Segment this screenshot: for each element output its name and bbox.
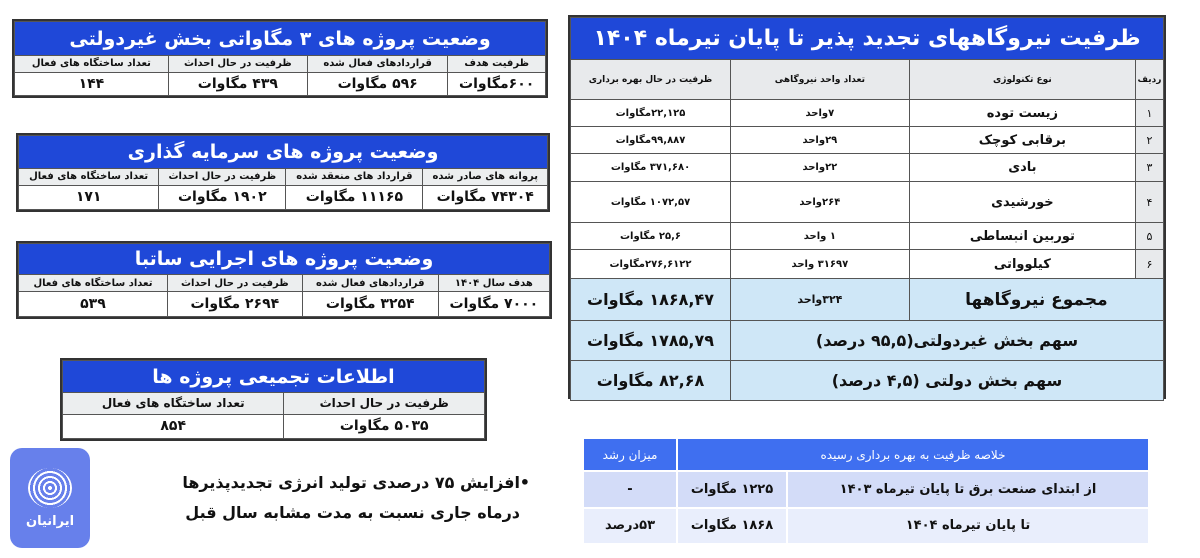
capacity-value: ۲۲,۱۲۵مگاوات	[571, 100, 731, 127]
table-row	[571, 154, 1164, 182]
row-number: ۶	[1136, 250, 1164, 279]
private-share-value: ۱۷۸۵,۷۹ مگاوات	[571, 321, 731, 361]
header: ظرفیت در حال احداث	[159, 169, 286, 186]
table-aggregate-projects	[60, 358, 487, 441]
public-share-label: سهم بخش دولتی (۴,۵ درصد)	[731, 361, 1164, 401]
row-number: ۴	[1136, 182, 1164, 223]
header: ظرفیت هدف	[448, 56, 546, 73]
header: هدف سال ۱۴۰۴	[438, 275, 549, 292]
unit-count: ۱ واحد	[731, 223, 910, 250]
table-row	[571, 127, 1164, 154]
row-number: ۳	[1136, 154, 1164, 182]
fingerprint-map-icon	[28, 468, 72, 508]
watermark-logo	[10, 448, 90, 548]
unit-count: ۳۱۶۹۷ واحد	[731, 250, 910, 279]
value: ۳۲۵۴ مگاوات	[302, 292, 438, 317]
table-renewable-capacity	[568, 15, 1166, 399]
header: ظرفیت در حال احداث	[167, 275, 302, 292]
capacity-value: ۲۵,۶ مگاوات	[571, 223, 731, 250]
table-summary	[582, 437, 1150, 545]
header: تعداد واحد نیروگاهی	[731, 60, 910, 100]
capacity-value: ۳۷۱,۶۸۰ مگاوات	[571, 154, 731, 182]
value: ۲۶۹۴ مگاوات	[167, 292, 302, 317]
header: قراردادهای فعال شده	[302, 275, 438, 292]
table-title: وضعیت پروژه های اجرایی ساتبا	[19, 244, 550, 275]
value: ۵۳۹	[19, 292, 168, 317]
header: تعداد ساختگاه های فعال	[15, 56, 169, 73]
total-label: مجموع نیروگاهها	[909, 279, 1163, 321]
header: تعداد ساختگاه های فعال	[19, 169, 159, 186]
unit-count: ۲۹واحد	[731, 127, 910, 154]
value: ۱۴۴	[15, 72, 169, 95]
table-title: وضعیت پروژه های ۳ مگاواتی بخش غیردولتی	[15, 22, 546, 56]
header: ظرفیت در حال بهره برداری	[571, 60, 731, 100]
header: ظرفیت در حال احداث	[168, 56, 307, 73]
unit-count: ۲۶۴واحد	[731, 182, 910, 223]
header: قرارداد های منعقد شده	[286, 169, 423, 186]
table-satba-projects	[16, 241, 552, 319]
row-number: ۲	[1136, 127, 1164, 154]
header: ردیف	[1136, 60, 1164, 100]
bullet-line: درماه جاری نسبت به مدت مشابه سال قبل	[185, 503, 520, 522]
technology: خورشیدی	[909, 182, 1135, 223]
public-share-value: ۸۲,۶۸ مگاوات	[571, 361, 731, 401]
summary-value: ۱۲۲۵ مگاوات	[677, 471, 787, 508]
header: ظرفیت در حال احداث	[284, 393, 485, 415]
value: ۱۹۰۲ مگاوات	[159, 185, 286, 209]
table-3mw-projects	[12, 19, 548, 98]
value: ۵۰۳۵ مگاوات	[284, 414, 485, 438]
value: ۷۰۰۰ مگاوات	[438, 292, 549, 317]
technology: بادی	[909, 154, 1135, 182]
value: ۷۴۳۰۴ مگاوات	[423, 185, 548, 209]
table-row	[571, 100, 1164, 127]
private-share-label: سهم بخش غیردولتی(۹۵,۵ درصد)	[731, 321, 1164, 361]
unit-count: ۷واحد	[731, 100, 910, 127]
table-row	[571, 223, 1164, 250]
table-title: ظرفیت نیروگاههای تجدید پذیر تا پایان تیرماه ۱۴۰۴	[571, 18, 1164, 60]
unit-count: ۲۲واحد	[731, 154, 910, 182]
summary-header: خلاصه ظرفیت به بهره برداری رسیده	[677, 438, 1149, 471]
header: نوع تکنولوژی	[909, 60, 1135, 100]
bullet-icon: •	[519, 473, 530, 492]
total-value: ۱۸۶۸,۴۷ مگاوات	[571, 279, 731, 321]
value: ۴۳۹ مگاوات	[168, 72, 307, 95]
technology: برقابی کوچک	[909, 127, 1135, 154]
header: پروانه های صادر شده	[423, 169, 548, 186]
table-title: اطلاعات تجمیعی پروژه ها	[63, 361, 485, 393]
growth-header: میزان رشد	[583, 438, 677, 471]
capacity-value: ۱۰۷۲,۵۷ مگاوات	[571, 182, 731, 223]
bullet-note	[100, 468, 530, 528]
technology: زیست توده	[909, 100, 1135, 127]
value: ۵۹۶ مگاوات	[307, 72, 447, 95]
header: تعداد ساختگاه های فعال	[19, 275, 168, 292]
total-units: ۳۲۴واحد	[731, 279, 910, 321]
header: قراردادهای فعال شده	[307, 56, 447, 73]
table-row	[571, 250, 1164, 279]
row-number: ۵	[1136, 223, 1164, 250]
value: ۸۵۴	[63, 414, 284, 438]
header: تعداد ساختگاه های فعال	[63, 393, 284, 415]
value: ۶۰۰مگاوات	[448, 72, 546, 95]
summary-label: تا پایان تیرماه ۱۴۰۴	[787, 508, 1149, 545]
technology: توربین انبساطی	[909, 223, 1135, 250]
capacity-value: ۹۹,۸۸۷مگاوات	[571, 127, 731, 154]
summary-value: ۱۸۶۸ مگاوات	[677, 508, 787, 545]
table-investment-projects	[16, 133, 550, 212]
capacity-value: ۲۷۶,۶۱۲۲مگاوات	[571, 250, 731, 279]
summary-growth: ۵۳درصد	[583, 508, 677, 545]
summary-label: از ابتدای صنعت برق تا پایان تیرماه ۱۴۰۳	[787, 471, 1149, 508]
table-row	[571, 182, 1164, 223]
watermark-text: ایرانیان	[25, 513, 75, 529]
value: ۱۱۱۶۵ مگاوات	[286, 185, 423, 209]
bullet-line: افزایش ۷۵ درصدی تولید انرژی تجدیدپذیرها	[182, 473, 520, 492]
row-number: ۱	[1136, 100, 1164, 127]
value: ۱۷۱	[19, 185, 159, 209]
table-title: وضعیت پروژه های سرمایه گذاری	[19, 136, 548, 169]
technology: کیلوواتی	[909, 250, 1135, 279]
summary-growth: -	[583, 471, 677, 508]
